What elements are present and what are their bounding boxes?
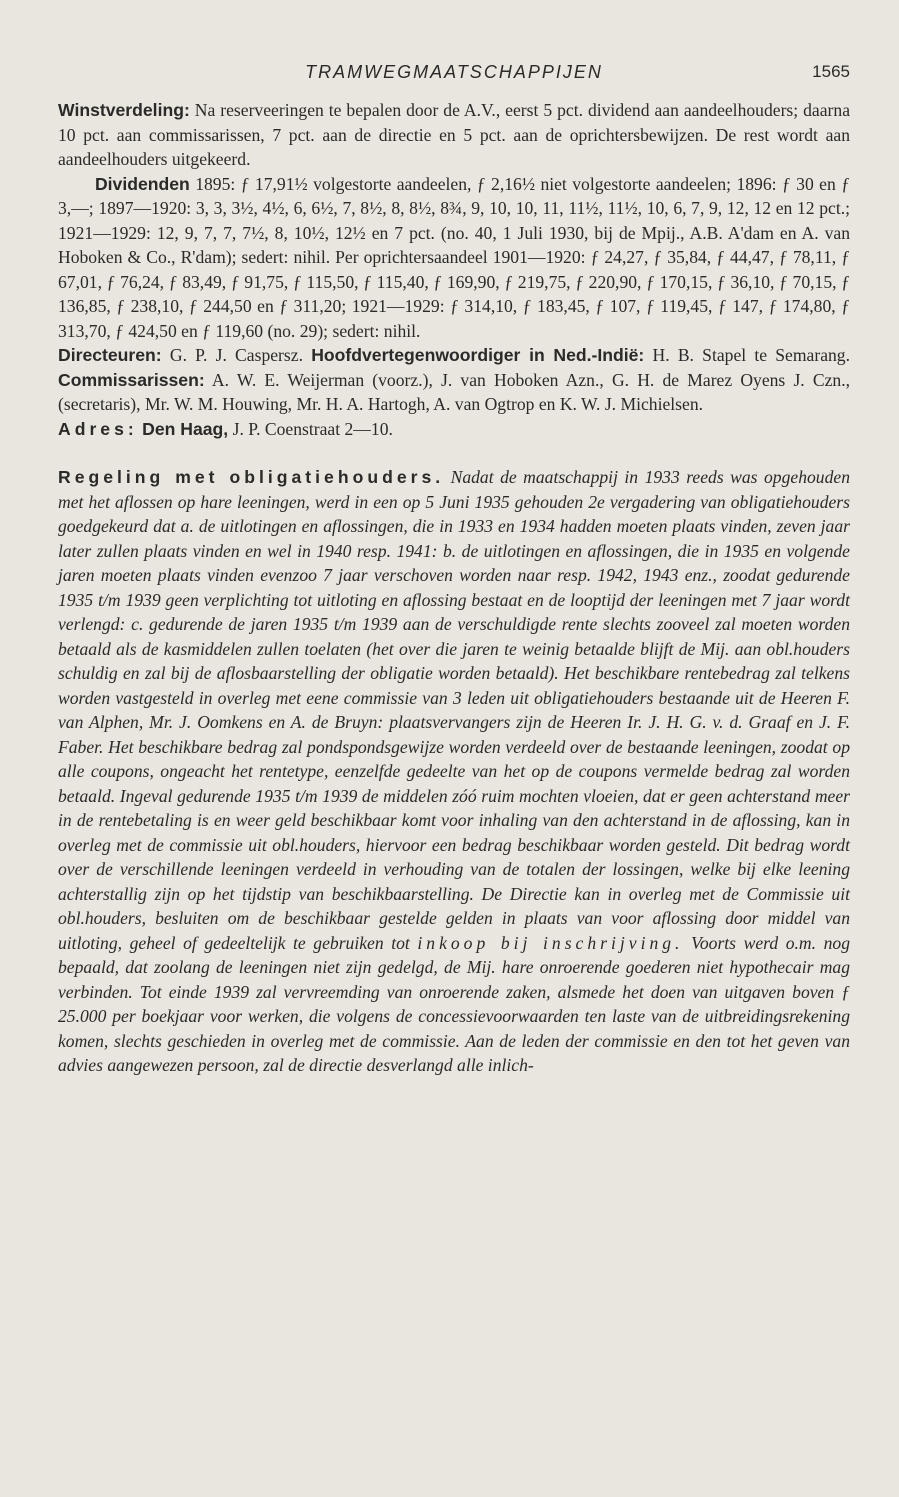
adres-city: Den Haag, [142,418,229,439]
regeling-text-part2: Voorts werd o.m. nog bepaald, dat zoolang de leeningen niet zijn gedelgd, de Mij. hare onroerende goederen niet hypothecair mag verbinden. Tot einde 1939 zal vervreemding van onroerende zaken, alsmede het doen van uitgaven boven ƒ 25.000 per boekjaar voor werken, die volgens de concessievoorwaarden ten laste van de uitbreidingsrekening komen, slechts geschieden in overleg met de commissie. Aan de leden der commissie en den tot het geven van advies aangewezen persoon, zal de directie desverlangd alle inlich- [58,932,850,1075]
commissarissen-label: Commissarissen: [58,369,205,390]
page-header [58,44,850,84]
directeuren-label: Directeuren: [58,345,162,365]
adres-street: J. P. Coenstraat 2—10. [232,418,393,439]
winstverdeling-text: Na reserveeringen te bepalen door de A.V., eerst 5 pct. dividend aan aandeelhouders; daarna 10 pct. aan commissarissen, 7 pct. aan de directie en 5 pct. aan de oprichtersbewijzen. De rest wordt aan aandeelhouders uitgekeerd. [58,100,850,169]
hoofdvertegenwoordiger-text: H. B. Stapel te Semarang. [652,345,850,365]
commissarissen-text: A. W. E. Weijerman (voorz.), J. van Hoboken Azn., G. H. de Marez Oyens J. Czn., (secretaris), Mr. W. M. Houwing, Mr. H. A. Hartogh, A. van Ogtrop en K. W. J. Michielsen. [58,369,850,414]
regeling-spaced-phrase: inkoop bij inschrijving. [417,932,684,953]
page-body [58,98,850,1078]
adres-paragraph [58,417,850,442]
directeuren-text: G. P. J. Caspersz. [169,345,303,365]
hoofdvertegenwoordiger-label: Hoofdvertegenwoordiger in Ned.-Indië: [311,345,645,365]
winstverdeling-paragraph [58,98,850,172]
bestuur-paragraph [58,343,850,417]
dividenden-paragraph [58,172,850,344]
section-spacer [58,441,850,465]
winstverdeling-label: Winstverdeling: [58,100,190,120]
dividenden-text: 1895: ƒ 17,91½ volgestorte aandeelen, ƒ 2,16½ niet volgestorte aandeelen; 1896: ƒ 30 en ƒ 3,—; 1897—1920: 3, 3, 3½, 4½, 6, 6½, 7, 8½, 8, 8½, 8¾, 9, 10, 10, 11, 11½, 11½, 10, 6, 7, 9, 12, 12 en 12 pct.; 1921—1929: 12, 9, 7, 7, 7½, 8, 10½, 12½ en 7 pct. (no. 40, 1 Juli 1930, bij de Mpij., A.B. A'dam en A. van Hoboken & Co., R'dam); sedert: nihil. Per oprichtersaandeel 1901—1920: ƒ 24,27, ƒ 35,84, ƒ 44,47, ƒ 78,11, ƒ 67,01, ƒ 76,24, ƒ 83,49, ƒ 91,75, ƒ 115,50, ƒ 115,40, ƒ 169,90, ƒ 219,75, ƒ 220,90, ƒ 170,15, ƒ 36,10, ƒ 70,15, ƒ 136,85, ƒ 238,10, ƒ 244,50 en ƒ 311,20; 1921—1929: ƒ 314,10, ƒ 183,45, ƒ 107, ƒ 119,45, ƒ 147, ƒ 174,80, ƒ 313,70, ƒ 424,50 en ƒ 119,60 (no. 29); sedert: nihil. [58,173,850,341]
dividenden-label: Dividenden [94,173,190,194]
adres-label: Adres: [58,418,138,439]
regeling-paragraph [58,465,850,1078]
page-number: 1565 [812,62,850,81]
running-title: TRAMWEGMAATSCHAPPIJEN [305,62,603,82]
regeling-heading: Regeling met obligatiehouders. [58,467,445,487]
regeling-text-part1: Nadat de maatschappij in 1933 reeds was opgehouden met het aflossen op hare leeningen, werd in een op 5 Juni 1935 gehouden 2e vergadering van obligatiehouders goedgekeurd dat a. de uitlotingen en aflossingen, die in 1933 en 1934 hadden moeten plaats vinden, zeven jaar later zullen plaats vinden en wel in 1940 resp. 1941: b. de uitlotingen en aflossingen, die in 1935 en volgende jaren moeten plaats vinden evenzoo 7 jaar verschoven worden naar resp. 1942, 1943 enz., zoodat gedurende 1935 t/m 1939 geen verplichting tot uitloting en aflossing bestaat en de looptijd der leeningen met 7 jaar wordt verlengd: c. gedurende de jaren 1935 t/m 1939 aan de verschuldigde rente slechts zooveel zal moeten worden betaald als de kasmiddelen zullen toelaten (het over die jaren te weinig betaalde blijft de Mij. aan obl.houders schuldig en zal bij de aflosbaarstelling der obligatie worden betaald). Het beschikbare rentebedrag zal telkens worden vastgesteld in overleg met eene commissie van 3 leden uit obligatiehouders bestaande uit de Heeren F. van Alphen, Mr. J. Oomkens en A. de Bruyn: plaatsvervangers zijn de Heeren Ir. J. H. G. v. d. Graaf en J. F. Faber. Het beschikbare bedrag zal pondspondsgewijze worden verdeeld over de bestaande leeningen, zoodat op alle coupons, ongeacht het rentetype, eenzelfde gedeelte van het op de coupons vermelde bedrag zal worden betaald. Ingeval gedurende 1935 t/m 1939 de middelen zóó ruim mochten vloeien, dat er geen achterstand meer in de rentebetaling is en weer geld beschikbaar komt voor inhaling van den achterstand in de aflossing, kan in overleg met de commissie uit obl.houders, hiervoor een bedrag beschikbaar worden gesteld. Dit bedrag wordt over de verschillende leeningen verdeeld in verhouding van de totalen der lossingen, welke bij elke leening achterstallig zijn op het tijdstip van beschikbaarstelling. De Directie kan in overleg met de Commissie uit obl.houders, besluiten om de beschikbaar gestelde gelden in plaats van voor aflossing door middel van uitloting, geheel of gedeeltelijk te gebruiken tot [58,467,850,953]
